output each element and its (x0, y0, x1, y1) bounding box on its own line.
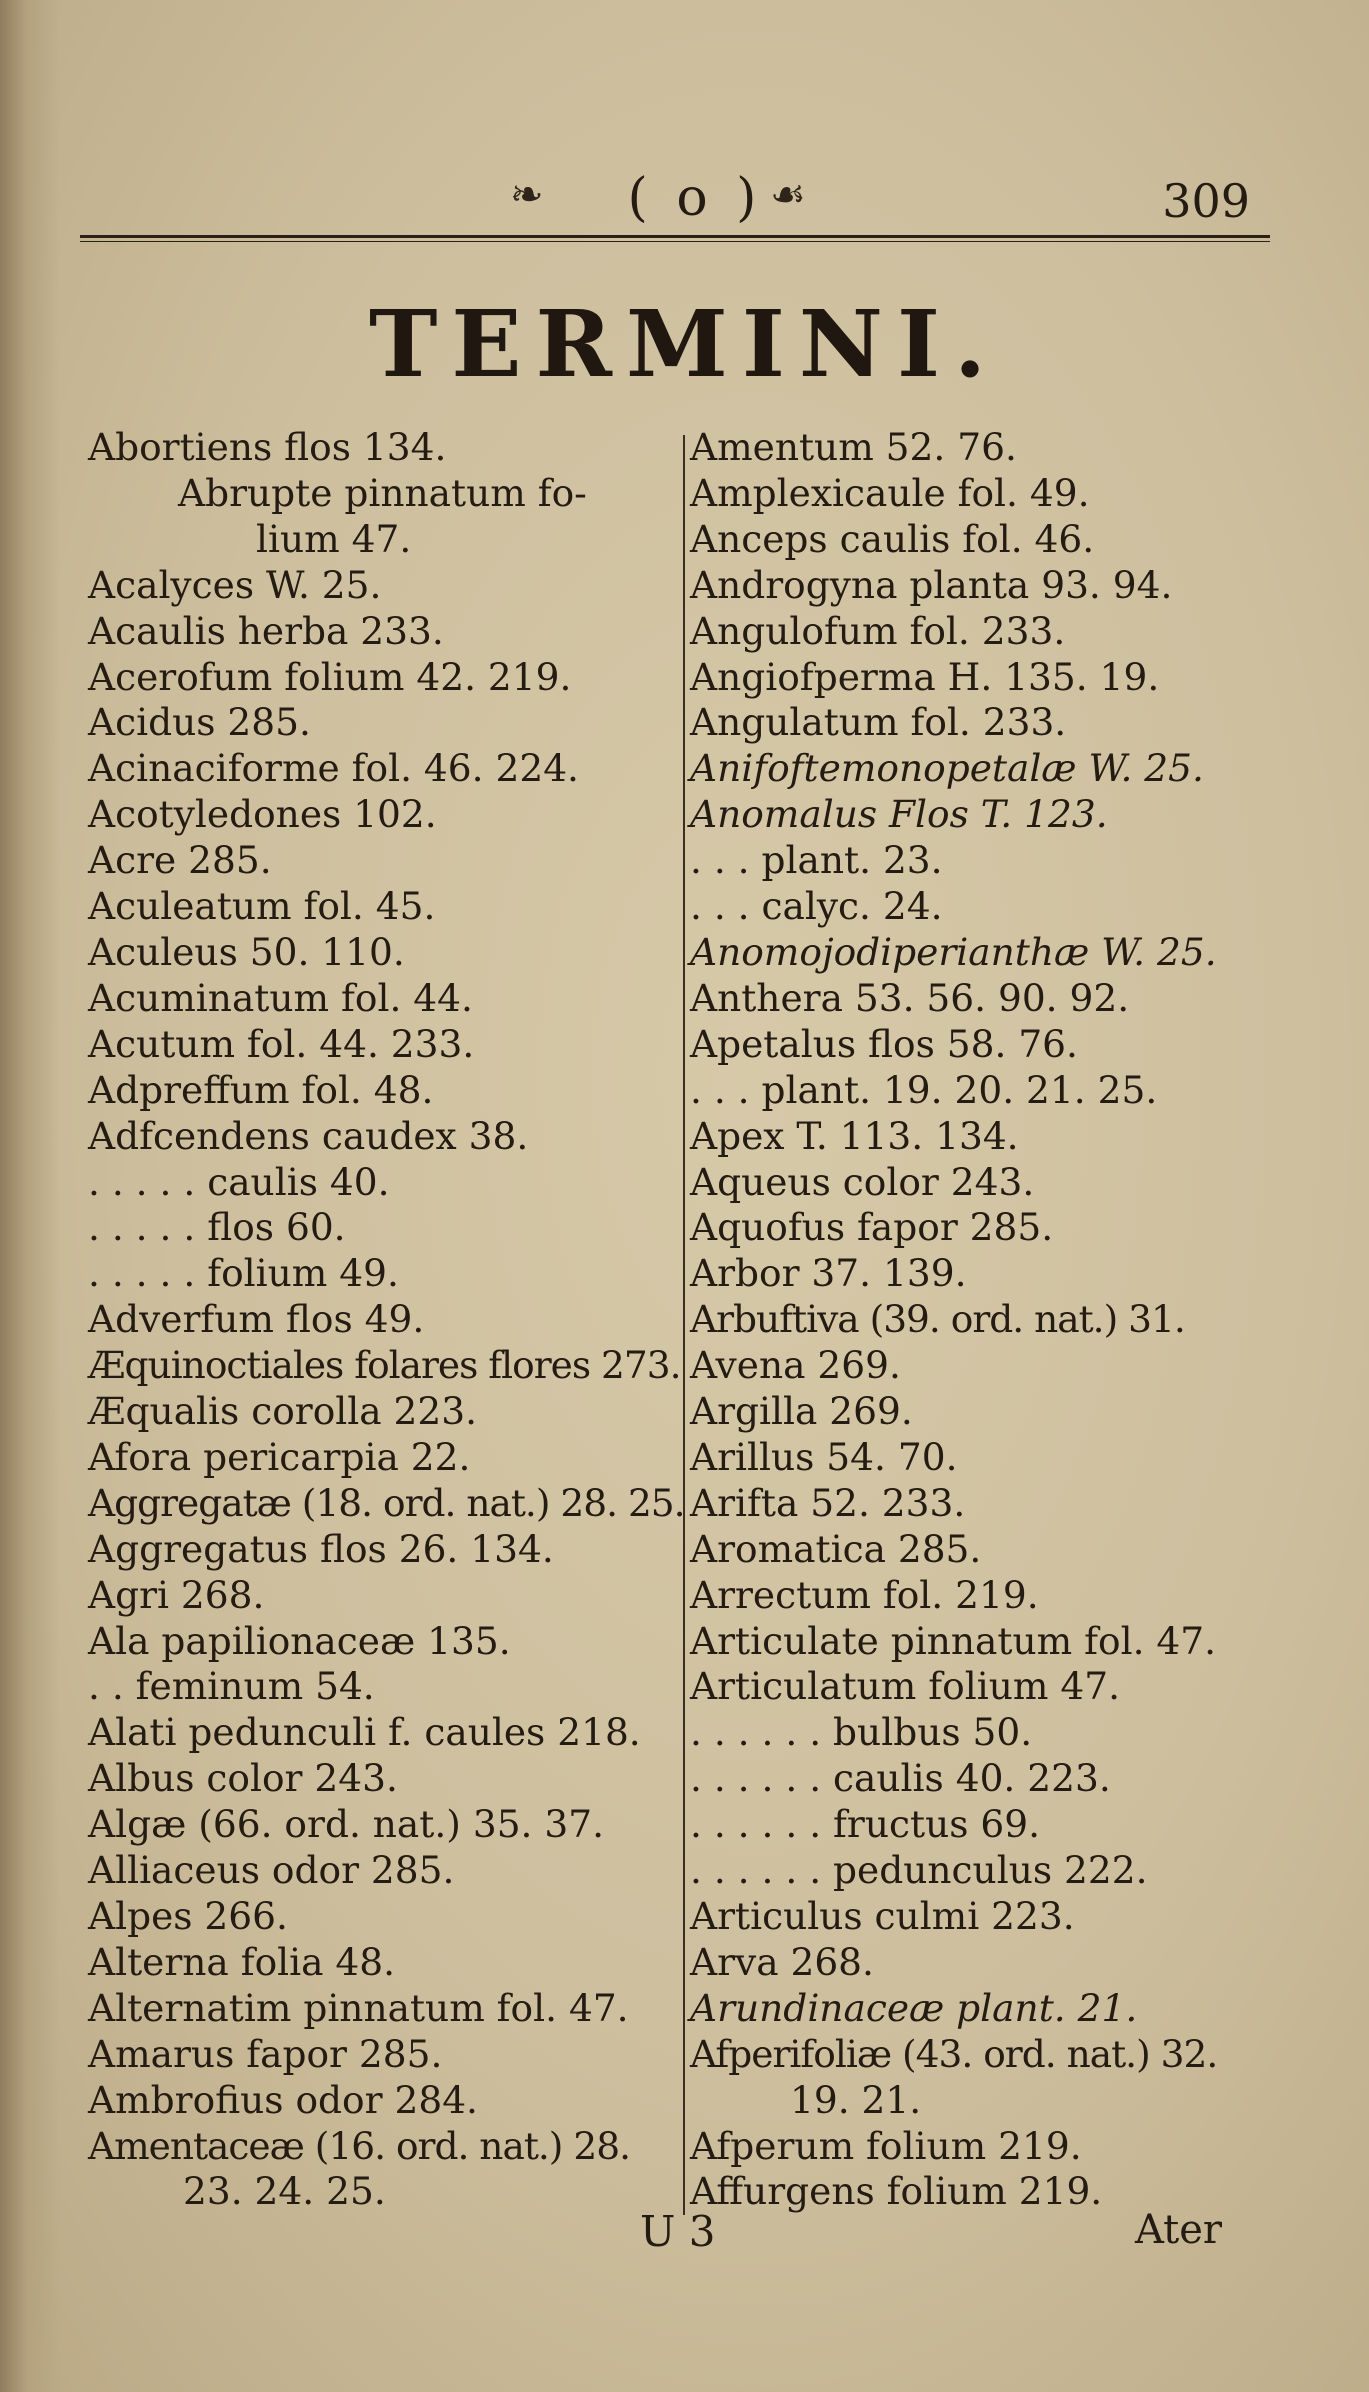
index-entry: Alternatim pinnatum fol. 47. (88, 1985, 629, 2030)
index-entry: Anthera 53. 56. 90. 92. (690, 975, 1130, 1020)
index-entry: Anceps caulis fol. 46. (690, 516, 1095, 561)
index-subentry: . . . . . . caulis 40. 223. (690, 1756, 1111, 1801)
index-entry: Aculeus 50. 110. (88, 929, 405, 974)
index-entry: Acidus 285. (88, 700, 311, 745)
index-entry: Amentum 52. 76. (690, 425, 1017, 469)
index-subentry: . . . calyc. 24. (690, 884, 943, 929)
index-entry: Articulus culmi 223. (690, 1894, 1075, 1938)
index-entry-continuation: 19. 21. (790, 2077, 922, 2122)
index-entry: Adpreffum fol. 48. (88, 1067, 434, 1112)
index-entry: Adfcendens caudex 38. (88, 1113, 529, 1158)
index-entry: Acutum fol. 44. 233. (88, 1021, 475, 1066)
index-entry: Acuminatum fol. 44. (88, 975, 473, 1020)
index-entry: Alterna folia 48. (88, 1939, 396, 1984)
index-entry: Aqueus color 243. (690, 1159, 1035, 1204)
index-entry: Arbuftiva (39. ord. nat.) 31. (690, 1297, 1185, 1342)
index-entry: Argilla 269. (690, 1389, 913, 1434)
index-entry: Ala papilionaceæ 135. (88, 1618, 511, 1663)
index-entry: Æquinoctiales folares flores 273. (88, 1343, 681, 1388)
index-entry: Amarus fapor 285. (88, 2031, 443, 2076)
index-entry: Acalyces W. 25. (88, 562, 382, 607)
index-entry: Amentaceæ (16. ord. nat.) 28. (88, 2123, 630, 2168)
index-subentry: . . . . . flos 60. (88, 1205, 346, 1250)
index-entry: Androgyna planta 93. 94. (690, 562, 1173, 607)
catchword: Ater (1135, 2207, 1223, 2253)
index-entry: Affurgens folium 219. (690, 2169, 1103, 2214)
index-entry: Abrupte pinnatum fo- (178, 470, 587, 515)
index-subentry: . . . . . . bulbus 50. (690, 1710, 1033, 1755)
index-entry: Angulofum fol. 233. (690, 608, 1066, 653)
index-entry: Articulatum folium 47. (690, 1664, 1120, 1709)
index-entry: Acinaciforme fol. 46. 224. (88, 746, 579, 791)
section-mark: ( o ) (627, 168, 763, 228)
page-title: TERMINI. (368, 290, 1001, 398)
page-number: 309 (1162, 174, 1250, 228)
index-entry-continuation: 23. 24. 25. (183, 2169, 386, 2214)
index-entry: Angiofperma H. 135. 19. (690, 654, 1160, 699)
index-entry: Algæ (66. ord. nat.) 35. 37. (88, 1802, 605, 1847)
index-entry: Articulate pinnatum fol. 47. (690, 1618, 1217, 1663)
index-entry: Arillus 54. 70. (690, 1434, 958, 1479)
index-entry: Alpes 266. (88, 1894, 288, 1938)
index-entry: Aquofus fapor 285. (690, 1205, 1054, 1250)
index-entry: Anomojodiperianthæ W. 25. (690, 929, 1217, 974)
fleuron-left-icon: ❧ (510, 172, 544, 218)
header-rule (80, 235, 1270, 242)
index-entry: Afperifoliæ (43. ord. nat.) 32. (690, 2031, 1218, 2076)
index-entry: Arundinaceæ plant. 21. (690, 1985, 1138, 2030)
index-entry: Anomalus Flos T. 123. (690, 792, 1108, 837)
index-entry: Amplexicaule fol. 49. (690, 470, 1090, 515)
index-entry: Arifta 52. 233. (690, 1480, 966, 1525)
index-entry-continuation: lium 47. (256, 516, 412, 561)
index-subentry: . . . . . caulis 40. (88, 1159, 390, 1204)
index-entry: Afora pericarpia 22. (88, 1434, 471, 1479)
index-entry: Æqualis corolla 223. (88, 1389, 478, 1434)
index-subentry: . . . . . . fructus 69. (690, 1802, 1041, 1847)
index-entry: Anifoftemonopetalæ W. 25. (690, 746, 1204, 791)
index-entry: Arva 268. (690, 1939, 874, 1984)
index-column-left (88, 425, 698, 2215)
index-entry: Agri 268. (88, 1572, 265, 1617)
index-subentry: . . feminum 54. (88, 1664, 375, 1709)
index-entry: Adverfum flos 49. (88, 1297, 425, 1342)
index-entry: Arrectum fol. 219. (690, 1572, 1039, 1617)
index-entry: Angulatum fol. 233. (690, 700, 1067, 745)
index-entry: Acaulis herba 233. (88, 608, 444, 653)
index-entry: Apex T. 113. 134. (690, 1113, 1019, 1158)
index-entry: Alliaceus odor 285. (88, 1848, 455, 1893)
index-entry: Acerofum folium 42. 219. (88, 654, 572, 699)
index-entry: Avena 269. (690, 1343, 901, 1388)
index-subentry: . . . plant. 23. (690, 838, 943, 883)
index-entry: Alati pedunculi f. caules 218. (88, 1710, 641, 1755)
index-entry: Aromatica 285. (690, 1526, 982, 1571)
index-entry: Acre 285. (88, 838, 272, 883)
index-entry: Aggregatæ (18. ord. nat.) 28. 25. (88, 1480, 685, 1525)
index-entry: Acotyledones 102. (88, 792, 437, 837)
index-column-right (690, 425, 1300, 2215)
index-subentry: . . . . . folium 49. (88, 1251, 399, 1296)
index-subentry: . . . . . . pedunculus 222. (690, 1848, 1148, 1893)
signature-mark: U 3 (640, 2207, 716, 2256)
running-header (80, 168, 1270, 238)
fleuron-right-icon: ☙ (770, 172, 806, 218)
index-entry: Aggregatus flos 26. 134. (88, 1526, 554, 1571)
index-entry: Arbor 37. 139. (690, 1251, 967, 1296)
index-entry: Abortiens flos 134. (88, 425, 447, 469)
index-entry: Ambrofius odor 284. (88, 2077, 478, 2122)
index-entry: Aculeatum fol. 45. (88, 884, 436, 929)
index-entry: Albus color 243. (88, 1756, 398, 1801)
index-entry: Afperum folium 219. (690, 2123, 1082, 2168)
index-entry: Apetalus flos 58. 76. (690, 1021, 1078, 1066)
index-subentry: . . . plant. 19. 20. 21. 25. (690, 1067, 1158, 1112)
